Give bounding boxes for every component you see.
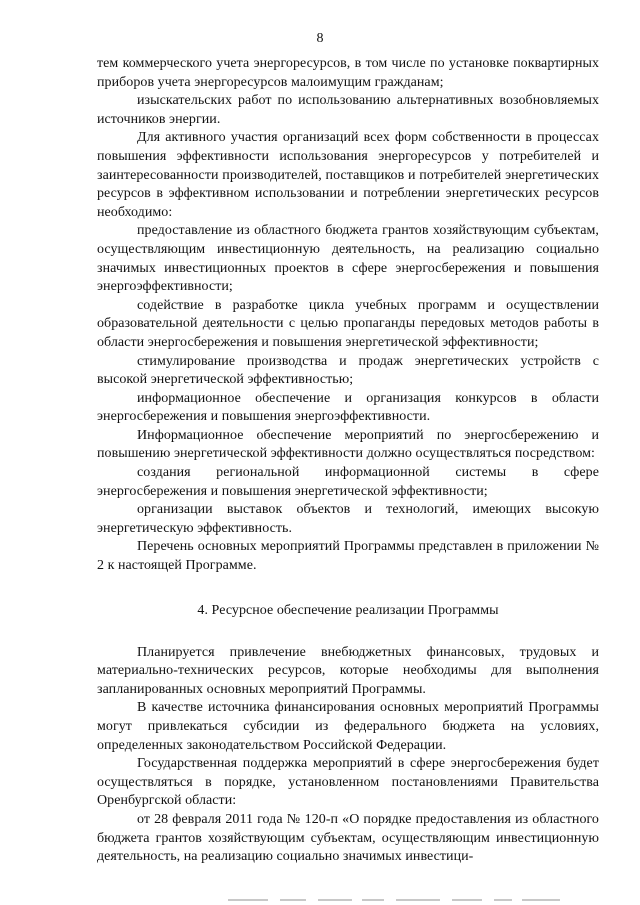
paragraph: изыскательских работ по использованию альтернативных возобновляемых источников энергии. bbox=[97, 93, 599, 127]
paragraph: предоставление из областного бюджета грантов хозяйствующим субъектам, осуществляющим инвестиционную деятельность, на реализацию социально значимых инвестиционных проектов в сфере энергосбережения и повышения энергоэффективности; bbox=[97, 223, 599, 295]
paragraph: от 28 февраля 2011 года № 120-п «О порядке предоставления из областного бюджета грантов хозяйствующим субъектам, осуществляющим инвестиционную деятельность, на реализацию социально значимых инвестици- bbox=[97, 811, 599, 865]
scan-edge-artifacts bbox=[0, 895, 640, 905]
paragraph: Планируется привлечение внебюджетных финансовых, трудовых и материально-технических ресурсов, которые необходимы для выполнения запланированных основных мероприятий Программы. bbox=[97, 644, 599, 697]
paragraph: стимулирование производства и продаж энергетических устройств с высокой энергетической эффективностью; bbox=[97, 353, 599, 388]
paragraph: Для активного участия организаций всех форм собственности в процессах повышения эффективности использования энергоресурсов у потребителей и заинтересованности производителей, поставщиков и потребителей энергетических ресурсов в эффективном использовании и потреблении энергетических ресурсов необходимо: bbox=[97, 130, 599, 220]
paragraph: Информационное обеспечение мероприятий по энергосбережению и повышению энергетической эффективности должно осуществляться посредством: bbox=[97, 427, 599, 462]
paragraph: Государственная поддержка мероприятий в сфере энергосбережения будет осуществляться в порядке, установленном постановлениями Правительства Оренбургской области: bbox=[97, 756, 599, 809]
paragraph: создания региональной информационной системы в сфере энергосбережения и повышения энергетической эффективности; bbox=[97, 465, 599, 499]
paragraph: информационное обеспечение и организация конкурсов в области энергосбережения и повышения энергоэффективности. bbox=[97, 390, 599, 425]
paragraph: тем коммерческого учета энергоресурсов, в том числе по установке поквартирных приборов учета энергоресурсов малоимущим гражданам; bbox=[97, 56, 599, 90]
paragraph: В качестве источника финансирования основных мероприятий Программы могут привлекаться субсидии из федерального бюджета на условиях, определенных законодательством Российской Федерации. bbox=[97, 700, 599, 753]
paragraph: Перечень основных мероприятий Программы представлен в приложении № 2 к настоящей Программе. bbox=[97, 539, 599, 574]
paragraph: организации выставок объектов и технологий, имеющих высокую энергетическую эффективность. bbox=[97, 502, 599, 536]
section-heading: 4. Ресурсное обеспечение реализации Программы bbox=[197, 602, 499, 618]
document-body bbox=[97, 55, 599, 867]
paragraph: содействие в разработке цикла учебных программ и осуществлении образовательной деятельности с целью пропаганды передовых методов работы в области энергосбережения и повышения энергетической эффективности; bbox=[97, 297, 599, 350]
page-number: 8 bbox=[316, 31, 324, 46]
